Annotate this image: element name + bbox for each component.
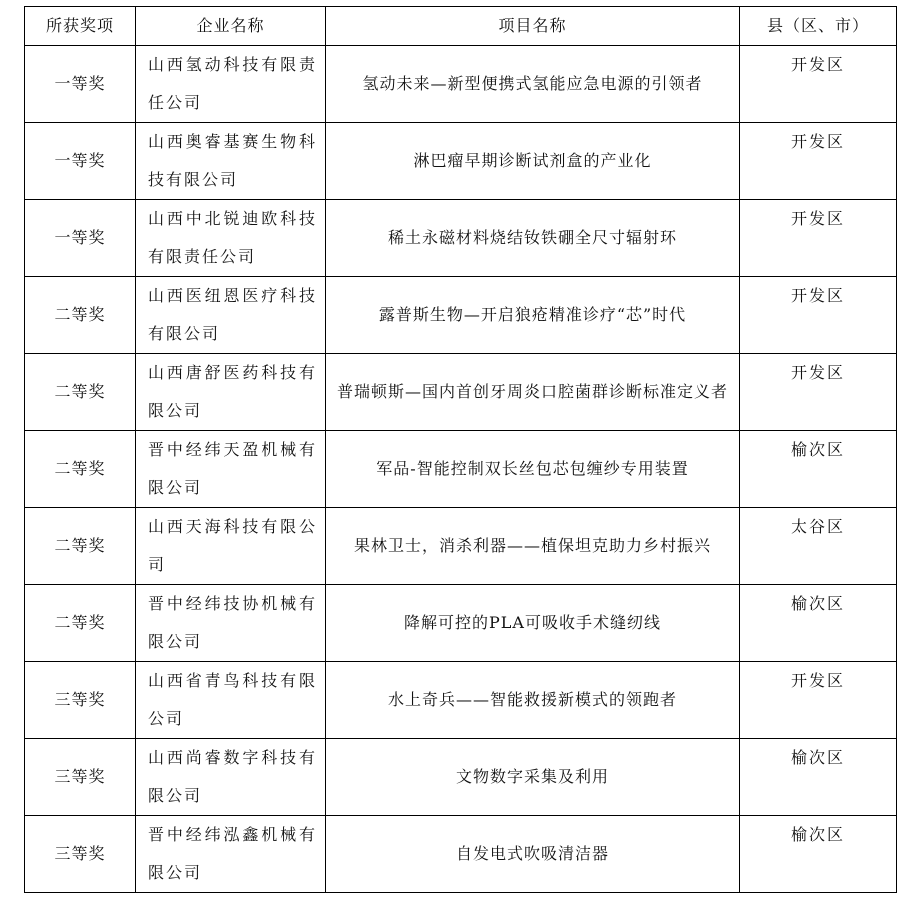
table-row: [25, 739, 897, 816]
county-cell: 开发区: [740, 46, 897, 123]
project-cell: 稀土永磁材料烧结钕铁硼全尺寸辐射环: [326, 200, 740, 277]
county-cell: 榆次区: [740, 739, 897, 816]
company-cell: [136, 739, 326, 816]
company-name: 山西天海科技有限公司: [148, 517, 317, 574]
project-cell: 氢动未来—新型便携式氢能应急电源的引领者: [326, 46, 740, 123]
table-row: [25, 200, 897, 277]
project-cell: 普瑞顿斯—国内首创牙周炎口腔菌群诊断标准定义者: [326, 354, 740, 431]
header-county: 县（区、市）: [740, 7, 897, 46]
company-cell: [136, 816, 326, 893]
county-cell: 榆次区: [740, 431, 897, 508]
company-name: 山西中北锐迪欧科技有限责任公司: [148, 209, 317, 266]
county-cell: 太谷区: [740, 508, 897, 585]
table-row: [25, 123, 897, 200]
company-name: 山西尚睿数字科技有限公司: [148, 748, 317, 805]
company-name: 晋中经纬泓鑫机械有限公司: [148, 825, 317, 882]
table-row: [25, 354, 897, 431]
award-cell: 一等奖: [25, 200, 136, 277]
award-cell: 二等奖: [25, 277, 136, 354]
project-cell: 水上奇兵——智能救援新模式的领跑者: [326, 662, 740, 739]
company-cell: [136, 431, 326, 508]
company-name: 山西唐舒医药科技有限公司: [148, 363, 317, 420]
awards-table: [24, 6, 897, 893]
award-cell: 一等奖: [25, 123, 136, 200]
project-cell: 降解可控的PLA可吸收手术缝纫线: [326, 585, 740, 662]
company-cell: [136, 277, 326, 354]
county-cell: 开发区: [740, 123, 897, 200]
table-row: [25, 277, 897, 354]
county-cell: 榆次区: [740, 585, 897, 662]
company-cell: [136, 46, 326, 123]
table-row: [25, 662, 897, 739]
table-row: [25, 816, 897, 893]
award-cell: 二等奖: [25, 585, 136, 662]
company-name: 山西奥睿基赛生物科技有限公司: [148, 132, 317, 189]
project-cell: 军品-智能控制双长丝包芯包缠纱专用装置: [326, 431, 740, 508]
table-row: [25, 508, 897, 585]
company-cell: [136, 354, 326, 431]
header-project: 项目名称: [326, 7, 740, 46]
award-cell: 一等奖: [25, 46, 136, 123]
project-cell: 淋巴瘤早期诊断试剂盒的产业化: [326, 123, 740, 200]
company-name: 晋中经纬天盈机械有限公司: [148, 440, 317, 497]
table-header-row: [25, 7, 897, 46]
company-name: 山西氢动科技有限责任公司: [148, 55, 317, 112]
award-cell: 二等奖: [25, 354, 136, 431]
county-cell: 榆次区: [740, 816, 897, 893]
county-cell: 开发区: [740, 662, 897, 739]
company-name: 山西省青鸟科技有限公司: [148, 671, 317, 728]
company-cell: [136, 585, 326, 662]
award-cell: 三等奖: [25, 662, 136, 739]
header-award: 所获奖项: [25, 7, 136, 46]
project-cell: 露普斯生物—开启狼疮精准诊疗“芯”时代: [326, 277, 740, 354]
project-cell: 自发电式吹吸清洁器: [326, 816, 740, 893]
company-cell: [136, 200, 326, 277]
award-cell: 二等奖: [25, 508, 136, 585]
award-cell: 三等奖: [25, 739, 136, 816]
company-cell: [136, 123, 326, 200]
table-row: [25, 585, 897, 662]
company-cell: [136, 508, 326, 585]
county-cell: 开发区: [740, 200, 897, 277]
award-cell: 二等奖: [25, 431, 136, 508]
county-cell: 开发区: [740, 277, 897, 354]
award-cell: 三等奖: [25, 816, 136, 893]
company-name: 山西医纽恩医疗科技有限公司: [148, 286, 317, 343]
project-cell: 文物数字采集及利用: [326, 739, 740, 816]
table-row: [25, 46, 897, 123]
table-row: [25, 431, 897, 508]
header-company: 企业名称: [136, 7, 326, 46]
company-cell: [136, 662, 326, 739]
project-cell: 果林卫士，消杀利器——植保坦克助力乡村振兴: [326, 508, 740, 585]
county-cell: 开发区: [740, 354, 897, 431]
company-name: 晋中经纬技协机械有限公司: [148, 594, 317, 651]
